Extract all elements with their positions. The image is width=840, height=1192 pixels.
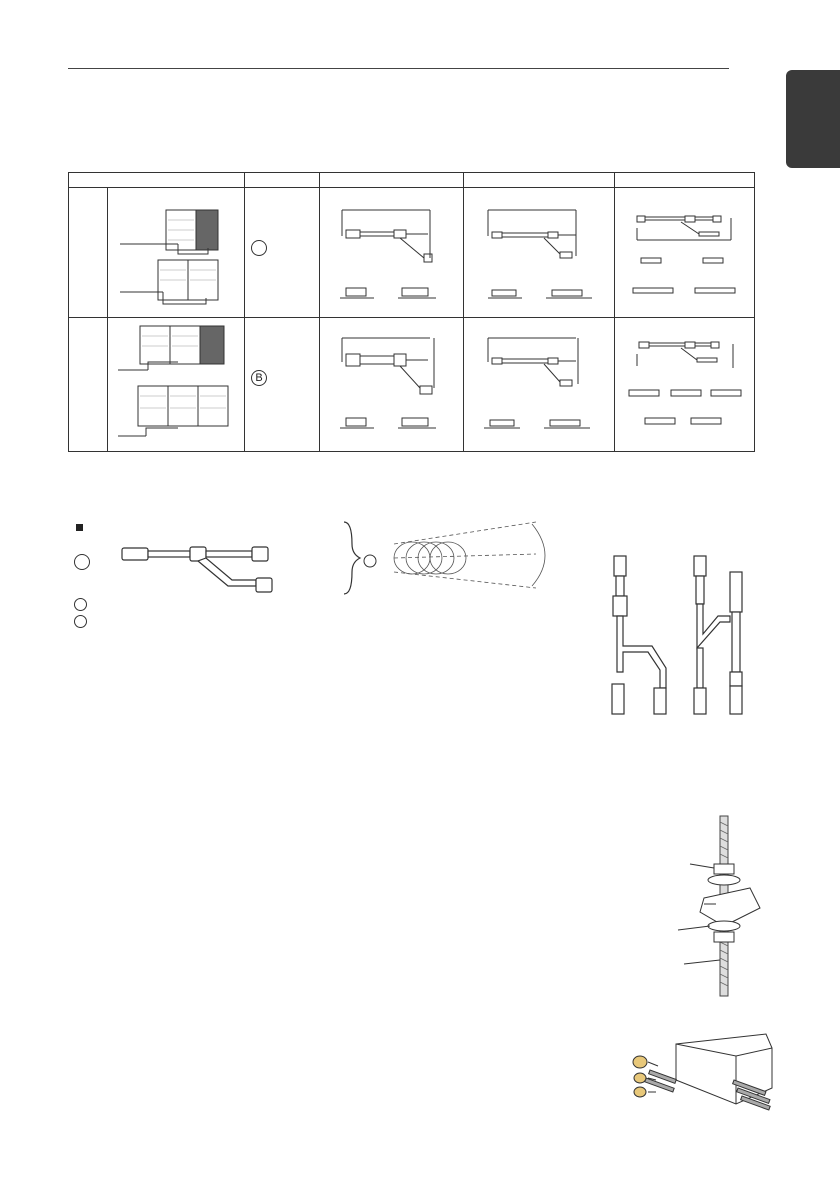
y-branch-pipe-icon xyxy=(615,318,755,452)
type-marker-b: B xyxy=(251,370,267,386)
table-row xyxy=(69,318,755,452)
branch-header-icon xyxy=(626,1030,776,1126)
liquid-pipe-cell xyxy=(615,188,755,318)
y-branch-pipe-icon xyxy=(118,538,298,608)
row-label-cell xyxy=(69,188,108,318)
outdoor-units-cell xyxy=(108,188,245,318)
y-branch-pipe-icon xyxy=(464,318,615,452)
hanging-bolt-icon xyxy=(664,812,774,1000)
bullet-square-icon xyxy=(76,524,83,531)
y-branch-pipe-icon xyxy=(320,318,464,452)
vertical-y-branch-icon xyxy=(598,552,758,718)
outdoor-unit-icon xyxy=(108,188,245,318)
callout-circle-icon xyxy=(74,615,87,628)
gas-low-pipe-cell xyxy=(464,188,615,318)
liquid-pipe-cell xyxy=(615,318,755,452)
gas-high-pipe-cell xyxy=(320,188,464,318)
header-cell-liquid xyxy=(615,173,755,188)
type-marker-circle xyxy=(251,240,267,256)
outdoor-unit-icon xyxy=(108,318,245,452)
header-cell-model xyxy=(69,173,245,188)
outdoor-units-cell xyxy=(108,318,245,452)
table-row xyxy=(69,188,755,318)
table-header-row xyxy=(69,173,755,188)
top-rule xyxy=(68,68,729,69)
type-cell xyxy=(245,318,320,452)
angle-tolerance-icon xyxy=(336,514,556,604)
branch-pipe-table xyxy=(68,172,755,452)
header-cell-type xyxy=(245,173,320,188)
y-branch-pipe-icon xyxy=(464,188,615,318)
y-branch-pipe-icon xyxy=(320,188,464,318)
gas-high-pipe-cell xyxy=(320,318,464,452)
callout-circle-icon xyxy=(74,554,90,570)
gas-low-pipe-cell xyxy=(464,318,615,452)
row-label-cell xyxy=(69,318,108,452)
type-cell xyxy=(245,188,320,318)
header-cell-gas-high xyxy=(320,173,464,188)
callout-circle-icon xyxy=(74,598,87,611)
header-cell-gas-low xyxy=(464,173,615,188)
y-branch-pipe-icon xyxy=(615,188,755,318)
language-tab xyxy=(786,70,840,168)
